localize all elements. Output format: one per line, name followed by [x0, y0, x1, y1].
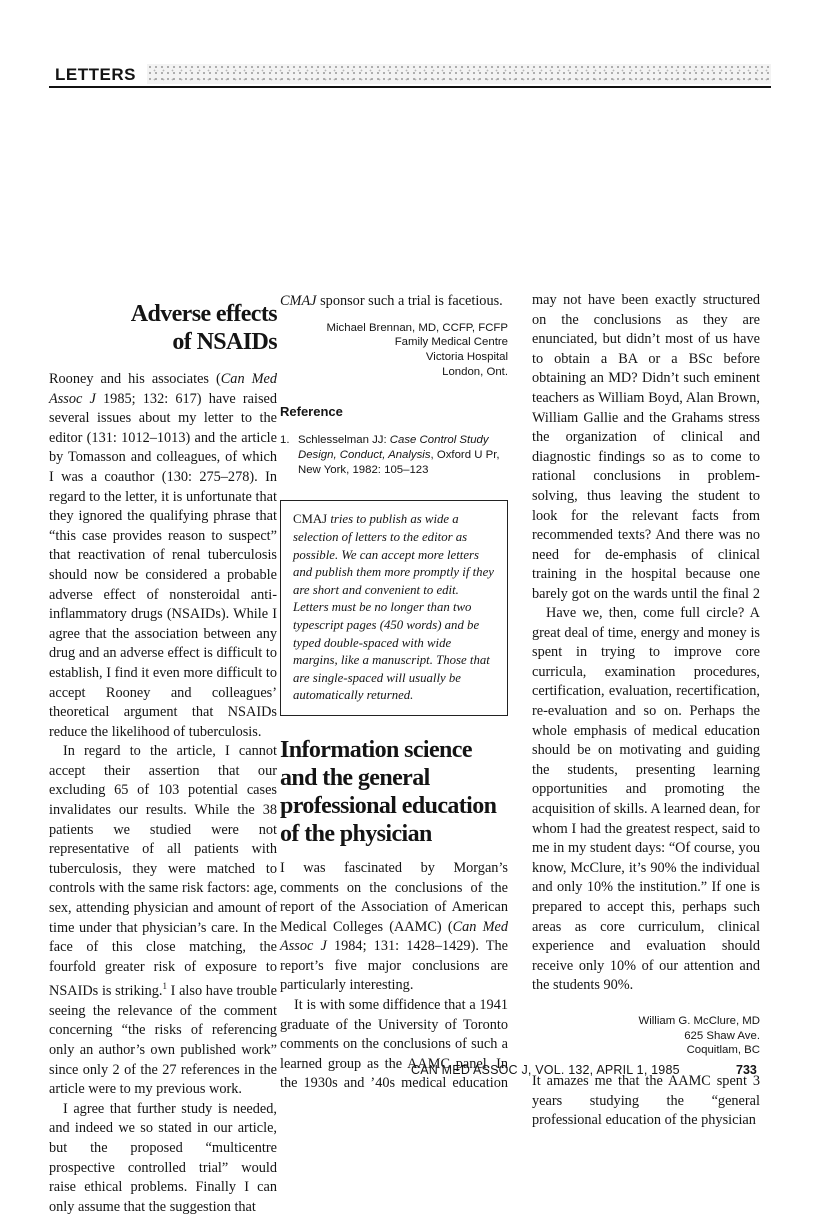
section-title: LETTERS — [55, 65, 136, 84]
text-run: 1985; 132: 617) have raised several issues about my letter to the editor (131: 1012–1013) and the article by Tomasson and colleagues, of which I was a coauthor (130: 275–278). In regard to the letter, it is unfortunate that they ignored the qualifying phrase that “this case provides reason to suspect” that reactivation of renal tuberculosis should now be considered a probable adverse effect of nonsteroidal anti-inflammatory drugs (NSAIDs). While I agree that the association between any drug and an adverse effect is difficult to establish, I find it even more difficult to accept Rooney and colleagues’ theoretical argument that NSAIDs reduce the likelihood of tuberculosis. — [49, 390, 278, 740]
signature-name: William G. McClure, MD — [638, 1014, 760, 1027]
text-run: Rooney and his associates ( — [49, 371, 221, 387]
letter1-paragraph-2 — [49, 742, 277, 1099]
section-header — [49, 62, 771, 88]
text-run: I was fascinated by Morgan’s comments on the conclusions of the report of the Association of American Medical Colleges (AAMC) ( — [280, 859, 508, 935]
text-run: I agree that further study is needed, and indeed we so stated in our article, but the proposed “multicentre prospective controlled trial” would raise ethical problems. Finally I can only assume that the suggestion that — [49, 1100, 277, 1215]
header-halftone-band — [147, 64, 771, 84]
text-run: sponsor such a trial is facetious. — [316, 293, 503, 309]
text-run: It amazes me that the AAMC spent 3 years studying the “general professional education of the physician — [532, 1073, 760, 1129]
letter1-signature — [280, 321, 508, 380]
headline-line: and the general — [280, 764, 430, 791]
letter1-headline — [49, 300, 277, 356]
signature-line: Victoria Hospital — [425, 351, 508, 364]
headline-line: Information science — [280, 736, 472, 763]
column-3 — [532, 292, 760, 1131]
text-run: Have we, then, come full circle? A great deal of time, energy and money is spent in trying to improve core curricula, examination procedures, certification, evaluation, recertification, re-evaluation and so on. Perhaps the whole emphasis of medical education should be on motivating and guiding the students, presenting learning opportunities and promoting the acquisition of skills. A learned dean, for whom I had the greatest respect, said to me in my student days: “Of course, you know, McClure, it’s 90% the individual and only 10% the institution.” If one is prepared to accept this, perhaps such areas as core curriculum, clinical experience and evaluation should receive only 10% of our attention and the students 90%. — [532, 605, 760, 994]
reference-heading: Reference — [280, 403, 343, 419]
signature-line: Coquitlam, BC — [686, 1044, 760, 1057]
header-rule — [49, 86, 771, 88]
letter2-paragraph-1 — [280, 859, 508, 996]
reference-title: Case Control Study Design, Conduct, Analysis — [298, 434, 489, 462]
column-2 — [280, 292, 508, 1096]
text-run: 1984; 131: 1428–1429). The report’s five major conclusions are particularly interesting. — [280, 938, 509, 994]
signature-line: London, Ont. — [442, 365, 508, 378]
text-run: I also have trouble seeing the relevance of the comment concerning “the risks of referencing only an author’s own published work” since only 2 of the 27 references in the article were to my previous work. — [49, 983, 277, 1098]
signature-line: Family Medical Centre — [394, 336, 508, 349]
reference-text — [298, 433, 508, 478]
notice-text: tries to publish as wide a selection of letters to the editor as possible. We can accept more letters and publish them more promptly if they are short and convenient to edit. Letters must be no longer than two typescript pages (450 words) and be typed double-spaced with wide margins, like a manuscript. Those that are single-spaced will usually be automatically returned. — [293, 512, 494, 703]
text-run: , Oxford U Pr, New York, 1982: 105–123 — [298, 449, 500, 477]
footnote-marker: 1 — [162, 981, 167, 992]
headline-line: of the physician — [280, 820, 432, 847]
letter2-headline — [280, 736, 508, 848]
headline-line: Adverse effects — [130, 301, 277, 327]
signature-name: Michael Brennan, MD, CCFP, FCFP — [326, 321, 508, 334]
letter2-paragraph-3 — [532, 604, 760, 996]
letter1-paragraph-3-continued — [280, 292, 508, 312]
journal-citation: Can Med Assoc J — [280, 918, 509, 955]
letter2-paragraph-2-continued — [532, 292, 760, 604]
journal-name: CMAJ — [293, 512, 328, 527]
page-number: 733 — [736, 1063, 757, 1077]
text-run: may not have been exactly structured on the conclusions as they are enunciated, but didn’t most of us have to obtain a BA or a BSc before obtaining an MD? Didn’t such eminent teachers as William Boyd, Alan Brown, William Gallie and the Grahams stress the organization of clinical and diagnostic findings so as to come to rational conclusions in problem-solving, thus leaving the student to look for the relevant facts from recommended texts? And there was no need for de-emphasis of clinical training in the hospital because one barely got on the wards until the final 2 — [532, 292, 760, 602]
letter2-paragraph-2 — [280, 996, 508, 1096]
letters-policy-notice — [280, 500, 508, 716]
text-run: Schlesselman JJ: — [298, 434, 390, 447]
letter3-paragraph-1 — [532, 1072, 760, 1131]
reference-item — [280, 433, 508, 478]
letter1-paragraph-3 — [49, 1100, 277, 1217]
journal-citation: Can Med Assoc J — [49, 371, 278, 407]
text-run: In regard to the article, I cannot accept their assertion that our excluding 65 of 103 potential cases invalidates our results. While the 38 patients we studied were not representative of all patients with tuberculosis, they were matched to controls with the same risk factors: age, sex, attending physician and amount of time under that physician’s care. In the face of this close matching, the fourfold greater risk of exposure to NSAIDs is striking. — [49, 743, 277, 1000]
journal-name: CMAJ — [280, 293, 317, 309]
headline-line: professional education — [280, 792, 497, 819]
journal-citation-footer: CAN MED ASSOC J, VOL. 132, APRIL 1, 1985 — [411, 1063, 680, 1077]
signature-line: 625 Shaw Ave. — [684, 1029, 760, 1042]
reference-number: 1. — [280, 434, 290, 447]
letter2-signature — [532, 1014, 760, 1058]
text-run: It is with some diffidence that a 1941 graduate of the University of Toronto comments on the conclusions of such a learned group as the AAMC panel. In the 1930s and ’40s medical education — [280, 997, 508, 1092]
column-1 — [49, 292, 277, 1217]
headline-line: of NSAIDs — [172, 329, 277, 355]
letter1-paragraph-1 — [49, 370, 277, 742]
